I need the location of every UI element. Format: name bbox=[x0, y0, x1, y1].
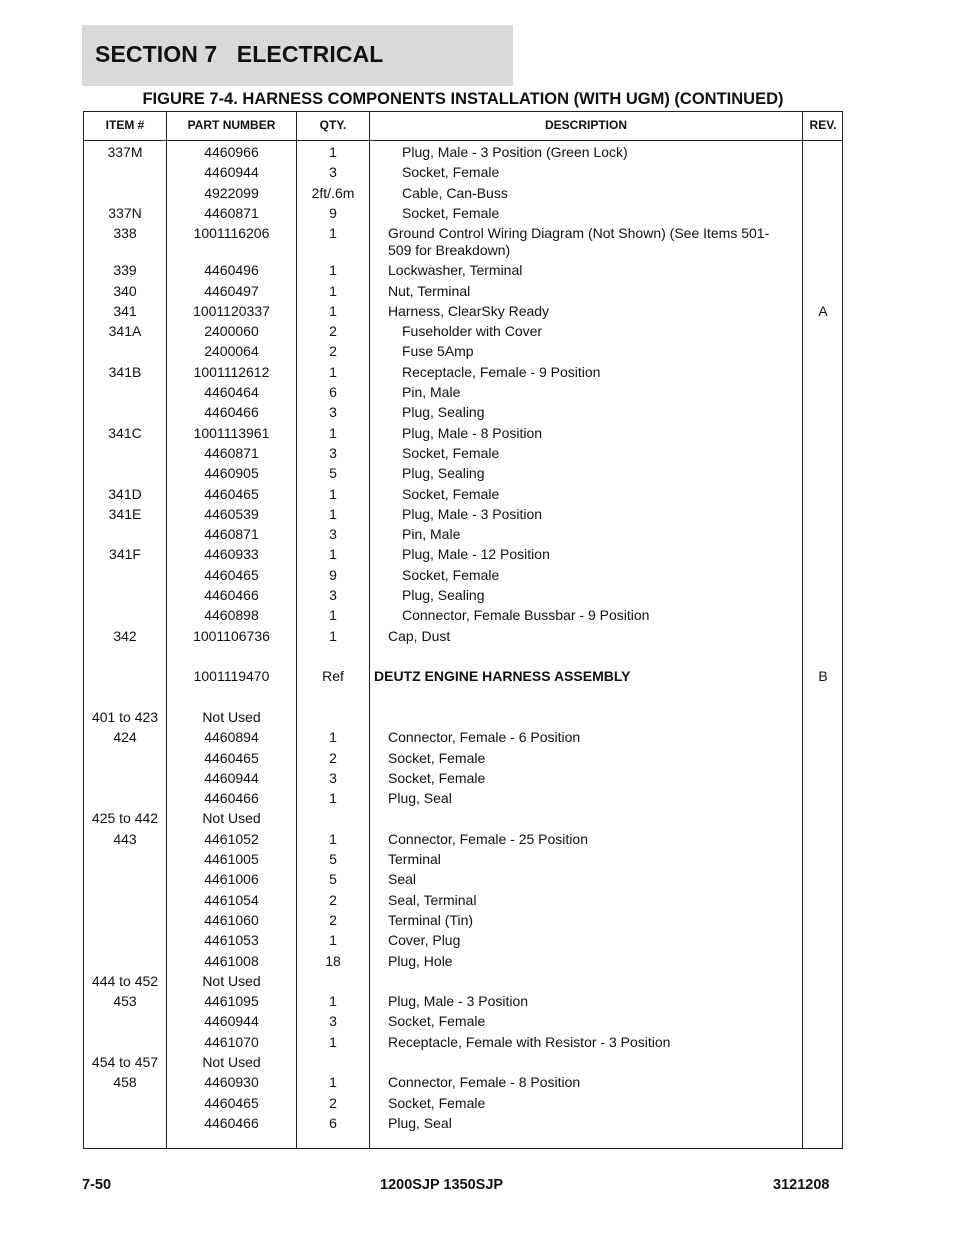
item-number: 425 to 442 bbox=[91, 810, 159, 827]
part-number: 1001120337 bbox=[193, 302, 270, 319]
part-number: 4460966 bbox=[204, 144, 259, 160]
quantity: Ref bbox=[322, 667, 344, 684]
description: Socket, Female bbox=[402, 566, 500, 583]
description: Socket, Female bbox=[388, 1013, 486, 1030]
part-number: 4460465 bbox=[204, 1094, 259, 1111]
item-number: 458 bbox=[113, 1074, 137, 1091]
description: Socket, Female bbox=[388, 1094, 486, 1111]
quantity: 1 bbox=[329, 262, 337, 279]
item-number: 341E bbox=[108, 505, 142, 522]
header-part-number: PART NUMBER bbox=[187, 118, 276, 132]
description: Socket, Female bbox=[402, 204, 500, 221]
part-number: Not Used bbox=[202, 810, 261, 827]
quantity: 1 bbox=[329, 144, 337, 160]
revision: B bbox=[818, 667, 828, 684]
description: Plug, Hole bbox=[388, 952, 453, 969]
description: Plug, Sealing bbox=[402, 587, 485, 603]
part-number: 4460466 bbox=[204, 404, 259, 421]
quantity: 18 bbox=[325, 952, 341, 969]
quantity: 2 bbox=[329, 911, 337, 928]
quantity: 1 bbox=[329, 485, 337, 502]
description: Nut, Terminal bbox=[388, 282, 471, 299]
part-number: 4460898 bbox=[204, 607, 259, 624]
quantity: 1 bbox=[329, 282, 337, 299]
description: Socket, Female bbox=[402, 485, 500, 502]
quantity: 1 bbox=[329, 225, 337, 242]
part-number: 4460465 bbox=[204, 749, 259, 766]
description: Plug, Seal bbox=[388, 1114, 452, 1131]
quantity: 1 bbox=[329, 363, 337, 380]
description: Lockwasher, Terminal bbox=[388, 262, 523, 279]
quantity: 1 bbox=[329, 546, 337, 563]
part-number: 4461060 bbox=[204, 911, 259, 928]
quantity: 3 bbox=[329, 444, 337, 461]
header-rev: REV. bbox=[809, 118, 837, 132]
item-number: 444 to 452 bbox=[91, 972, 159, 989]
part-number: 4460944 bbox=[204, 164, 259, 181]
quantity: 9 bbox=[329, 204, 337, 221]
description: Connector, Female - 8 Position bbox=[388, 1074, 581, 1091]
description: Socket, Female bbox=[388, 749, 486, 766]
part-number: 4460944 bbox=[204, 769, 259, 786]
section-banner bbox=[82, 25, 513, 86]
header-qty: QTY. bbox=[319, 118, 347, 132]
part-number: Not Used bbox=[202, 708, 261, 725]
description: Cable, Can-Buss bbox=[402, 184, 508, 201]
description: Connector, Female - 25 Position bbox=[388, 830, 588, 847]
header-item: ITEM # bbox=[105, 118, 145, 132]
item-number: 341B bbox=[108, 363, 142, 380]
part-number: 4461052 bbox=[204, 830, 259, 847]
quantity: 1 bbox=[329, 1074, 337, 1091]
part-number: 1001119470 bbox=[193, 667, 270, 684]
quantity: 3 bbox=[329, 587, 337, 603]
part-number: 1001116206 bbox=[193, 225, 270, 242]
column-divider bbox=[802, 112, 803, 1148]
quantity: 3 bbox=[329, 526, 337, 543]
quantity: 1 bbox=[329, 790, 337, 807]
item-number: 341F bbox=[109, 546, 141, 563]
item-number: 341D bbox=[108, 485, 142, 502]
item-number: 341A bbox=[108, 323, 142, 340]
quantity: 2 bbox=[329, 343, 337, 360]
quantity: 9 bbox=[329, 566, 337, 583]
description: Connector, Female Bussbar - 9 Position bbox=[402, 607, 650, 624]
part-number: 2400064 bbox=[204, 343, 259, 360]
part-number: 4460466 bbox=[204, 587, 259, 603]
table-header bbox=[84, 112, 842, 141]
description: Seal, Terminal bbox=[388, 891, 477, 908]
part-number: 4460496 bbox=[204, 262, 259, 279]
description: Plug, Male - 12 Position bbox=[402, 546, 550, 563]
part-number: 4460465 bbox=[204, 485, 259, 502]
quantity: 1 bbox=[329, 993, 337, 1010]
description: Ground Control Wiring Diagram (Not Shown) (See Items 501-509 for Breakdown) bbox=[388, 225, 770, 259]
quantity: 1 bbox=[329, 830, 337, 847]
part-number: 4460466 bbox=[204, 1114, 259, 1131]
description: Terminal (Tin) bbox=[388, 911, 474, 928]
part-number: 4461095 bbox=[204, 993, 259, 1010]
item-number: 340 bbox=[113, 282, 137, 299]
quantity: 1 bbox=[329, 729, 337, 746]
description: Socket, Female bbox=[388, 769, 486, 786]
quantity: 1 bbox=[329, 932, 337, 949]
part-number: 1001112612 bbox=[193, 363, 270, 380]
quantity: 5 bbox=[329, 851, 337, 867]
revision: A bbox=[818, 302, 828, 319]
description: Socket, Female bbox=[402, 444, 500, 461]
quantity: 2 bbox=[329, 1094, 337, 1111]
quantity: 5 bbox=[329, 871, 337, 888]
part-number: 4460871 bbox=[204, 204, 259, 221]
part-number: 4460871 bbox=[204, 444, 259, 461]
description: Harness, ClearSky Ready bbox=[388, 302, 550, 319]
description: DEUTZ ENGINE HARNESS ASSEMBLY bbox=[374, 667, 631, 684]
description: Pin, Male bbox=[402, 526, 461, 543]
part-number: 4460930 bbox=[204, 1074, 259, 1091]
item-number: 342 bbox=[113, 627, 137, 644]
quantity: 2 bbox=[329, 891, 337, 908]
part-number: 4461005 bbox=[204, 851, 259, 867]
description: Fuseholder with Cover bbox=[402, 323, 543, 340]
item-number: 337N bbox=[108, 204, 142, 221]
part-number: 4460894 bbox=[204, 729, 259, 746]
quantity: 3 bbox=[329, 164, 337, 181]
description: Plug, Sealing bbox=[402, 404, 485, 421]
item-number: 401 to 423 bbox=[91, 708, 159, 725]
parts-table bbox=[83, 111, 843, 1149]
quantity: 2 bbox=[329, 323, 337, 340]
part-number: 4461008 bbox=[204, 952, 259, 969]
quantity: 1 bbox=[329, 302, 337, 319]
description: Plug, Male - 3 Position bbox=[388, 993, 529, 1010]
description: Plug, Seal bbox=[388, 790, 452, 807]
part-number: 4461054 bbox=[204, 891, 259, 908]
quantity: 6 bbox=[329, 1114, 337, 1131]
item-number: 338 bbox=[113, 225, 137, 242]
quantity: 3 bbox=[329, 1013, 337, 1030]
figure-title: FIGURE 7-4. HARNESS COMPONENTS INSTALLATION (WITH UGM) (CONTINUED) bbox=[142, 90, 784, 108]
document-number: 3121208 bbox=[773, 1177, 830, 1193]
description: Plug, Male - 3 Position (Green Lock) bbox=[402, 144, 628, 160]
item-number: 454 to 457 bbox=[91, 1054, 159, 1070]
part-number: 4460466 bbox=[204, 790, 259, 807]
quantity: 2ft/.6m bbox=[311, 184, 355, 201]
description: Receptacle, Female with Resistor - 3 Position bbox=[388, 1033, 671, 1050]
part-number: 4460465 bbox=[204, 566, 259, 583]
part-number: 1001113961 bbox=[193, 424, 270, 441]
description: Pin, Male bbox=[402, 384, 461, 400]
part-number: 4461070 bbox=[204, 1033, 259, 1050]
item-number: 424 bbox=[113, 729, 137, 746]
page-number: 7-50 bbox=[82, 1177, 112, 1193]
section-title: SECTION 7 ELECTRICAL bbox=[95, 41, 384, 67]
quantity: 5 bbox=[329, 465, 337, 482]
quantity: 1 bbox=[329, 424, 337, 441]
description: Plug, Male - 3 Position bbox=[402, 505, 543, 522]
description: Seal bbox=[388, 871, 417, 888]
part-number: 4461006 bbox=[204, 871, 259, 888]
description: Cap, Dust bbox=[388, 627, 451, 644]
part-number: 4460933 bbox=[204, 546, 259, 563]
part-number: 4460539 bbox=[204, 505, 259, 522]
description: Plug, Sealing bbox=[402, 465, 485, 482]
part-number: 2400060 bbox=[204, 323, 259, 340]
description: Cover, Plug bbox=[388, 932, 461, 949]
description: Fuse 5Amp bbox=[402, 343, 474, 360]
item-number: 341C bbox=[108, 424, 142, 441]
part-number: 4461053 bbox=[204, 932, 259, 949]
description: Terminal bbox=[388, 851, 441, 867]
description: Socket, Female bbox=[402, 164, 500, 181]
quantity: 1 bbox=[329, 607, 337, 624]
part-number: 1001106736 bbox=[193, 627, 270, 644]
part-number: 4460944 bbox=[204, 1013, 259, 1030]
quantity: 3 bbox=[329, 404, 337, 421]
quantity: 6 bbox=[329, 384, 337, 400]
description: Connector, Female - 6 Position bbox=[388, 729, 581, 746]
item-number: 453 bbox=[113, 993, 137, 1010]
part-number: Not Used bbox=[202, 972, 261, 989]
item-number: 337M bbox=[107, 144, 143, 160]
quantity: 1 bbox=[329, 505, 337, 522]
part-number: Not Used bbox=[202, 1054, 261, 1070]
part-number: 4460464 bbox=[204, 384, 259, 400]
part-number: 4460497 bbox=[204, 282, 259, 299]
part-number: 4460905 bbox=[204, 465, 259, 482]
quantity: 1 bbox=[329, 627, 337, 644]
item-number: 443 bbox=[113, 830, 137, 847]
description: Plug, Male - 8 Position bbox=[402, 424, 543, 441]
item-number: 339 bbox=[113, 262, 137, 279]
part-number: 4460871 bbox=[204, 526, 259, 543]
model-names: 1200SJP 1350SJP bbox=[380, 1177, 504, 1193]
item-number: 341 bbox=[113, 302, 137, 319]
quantity: 1 bbox=[329, 1033, 337, 1050]
header-description: DESCRIPTION bbox=[544, 118, 627, 132]
part-number: 4922099 bbox=[204, 184, 259, 201]
description: Receptacle, Female - 9 Position bbox=[402, 363, 601, 380]
quantity: 2 bbox=[329, 749, 337, 766]
quantity: 3 bbox=[329, 769, 337, 786]
